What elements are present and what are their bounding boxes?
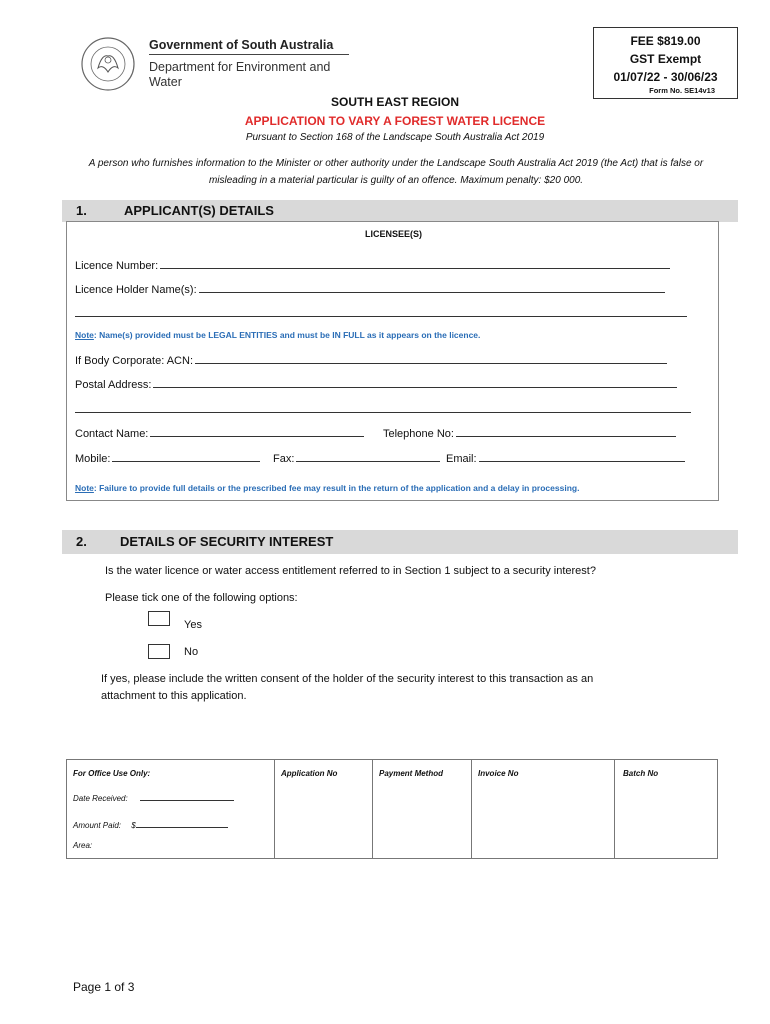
email-field[interactable] (446, 451, 696, 465)
form-subtitle: Pursuant to Section 168 of the Landscape South Australia Act 2019 (245, 132, 545, 143)
postal-address-line[interactable] (153, 377, 677, 388)
licence-holder-line[interactable] (199, 282, 665, 293)
page-number: Page 1 of 3 (73, 980, 135, 994)
penalty-warning: A person who furnishes information to the Minister or other authority under the Landscape South Australia Act 2019 (the Act) that is false or misleading in a material particular is guilty of an offence. Maximum penalty: $20 000. (88, 158, 704, 186)
no-checkbox[interactable] (148, 644, 170, 659)
section-1-title: APPLICANT(S) DETAILS (124, 203, 274, 218)
note-text: : Name(s) provided must be LEGAL ENTITIES and must be IN FULL as it appears on the licence. (93, 330, 481, 340)
email-line[interactable] (479, 451, 685, 462)
amount-paid-line[interactable] (136, 820, 228, 828)
form-number: Form No. SE14v13 (649, 86, 715, 95)
licence-holder-continued[interactable] (75, 306, 695, 320)
telephone-field[interactable] (383, 426, 695, 440)
postal-address-field[interactable] (75, 377, 700, 391)
invoice-no-heading: Invoice No (478, 769, 519, 778)
government-name: Government of South Australia (149, 38, 334, 52)
licence-holder-label: Licence Holder Name(s): (75, 284, 197, 296)
amount-paid-label: Amount Paid: (73, 821, 122, 830)
batch-no-cell (615, 760, 719, 858)
postal-address-label: Postal Address: (75, 379, 152, 391)
licensees-heading: LICENSEE(S) (364, 229, 422, 239)
amount-paid-field[interactable] (73, 820, 228, 830)
contact-name-line[interactable] (150, 426, 364, 437)
telephone-label: Telephone No: (383, 428, 454, 440)
office-use-cell (67, 760, 275, 858)
fax-line[interactable] (296, 451, 440, 462)
header-rule (149, 54, 349, 55)
mobile-line[interactable] (112, 451, 260, 462)
amount-currency: $ (131, 821, 136, 830)
contact-name-label: Contact Name: (75, 428, 149, 440)
batch-no-heading: Batch No (623, 769, 659, 778)
date-received-line[interactable] (140, 793, 234, 801)
tick-instruction: Please tick one of the following options: (105, 592, 298, 604)
note-label: Note (75, 330, 94, 340)
licence-number-line[interactable] (160, 258, 670, 269)
note-label: Note (75, 483, 94, 493)
form-title: APPLICATION TO VARY A FOREST WATER LICENCE (244, 114, 546, 128)
section-1-number: 1. (76, 203, 87, 218)
postal-address-line-2[interactable] (75, 402, 691, 413)
telephone-line[interactable] (456, 426, 676, 437)
no-option-label: No (184, 646, 199, 658)
licence-holder-line-2[interactable] (75, 306, 687, 317)
application-no-cell (275, 760, 373, 858)
date-received-label: Date Received: (73, 794, 128, 803)
office-use-table (66, 759, 718, 859)
state-seal-icon (78, 36, 138, 92)
section-2-header (62, 530, 738, 554)
acn-line[interactable] (195, 353, 667, 364)
payment-method-heading: Payment Method (379, 769, 444, 778)
department-name: Department for Environment and Water (149, 60, 331, 89)
application-no-heading: Application No (281, 769, 338, 778)
mobile-field[interactable] (75, 451, 275, 465)
fax-label: Fax: (273, 453, 295, 465)
fee-period: 01/07/22 - 30/06/23 (613, 70, 718, 84)
prescribed-fee-note (75, 483, 579, 493)
security-interest-question: Is the water licence or water access entitlement referred to in Section 1 subject to a security interest? (105, 565, 596, 577)
section-2-title: DETAILS OF SECURITY INTEREST (120, 534, 334, 549)
fax-field[interactable] (273, 451, 448, 465)
consent-instruction-line-1: If yes, please include the written consent of the holder of the security interest to this transaction as an (101, 673, 594, 685)
fee-box (593, 27, 738, 99)
gst-status: GST Exempt (629, 52, 702, 66)
date-received-field[interactable] (73, 793, 234, 803)
email-label: Email: (446, 453, 477, 465)
payment-method-cell (373, 760, 472, 858)
legal-entity-note (75, 330, 480, 340)
applicant-details-box (66, 221, 719, 501)
acn-label: If Body Corporate: ACN: (75, 355, 193, 367)
postal-address-continued[interactable] (75, 402, 700, 416)
licence-holder-field[interactable] (75, 282, 695, 296)
area-label: Area: (73, 841, 93, 850)
office-use-heading: For Office Use Only: (73, 769, 151, 778)
invoice-no-cell (472, 760, 615, 858)
yes-checkbox[interactable] (148, 611, 170, 626)
acn-field[interactable] (75, 353, 700, 367)
note-text: : Failure to provide full details or the prescribed fee may result in the return of the application and a delay in processing. (93, 483, 580, 493)
government-logo (78, 36, 358, 92)
section-1-header (62, 200, 738, 222)
consent-instruction-line-2: attachment to this application. (101, 690, 247, 702)
mobile-label: Mobile: (75, 453, 111, 465)
contact-name-field[interactable] (75, 426, 385, 440)
licence-number-field[interactable] (75, 258, 695, 272)
licence-number-label: Licence Number: (75, 260, 159, 272)
fee-amount: FEE $819.00 (630, 34, 701, 48)
region-heading: SOUTH EAST REGION (330, 95, 459, 109)
section-2-number: 2. (76, 534, 87, 549)
yes-option-label: Yes (184, 619, 202, 631)
